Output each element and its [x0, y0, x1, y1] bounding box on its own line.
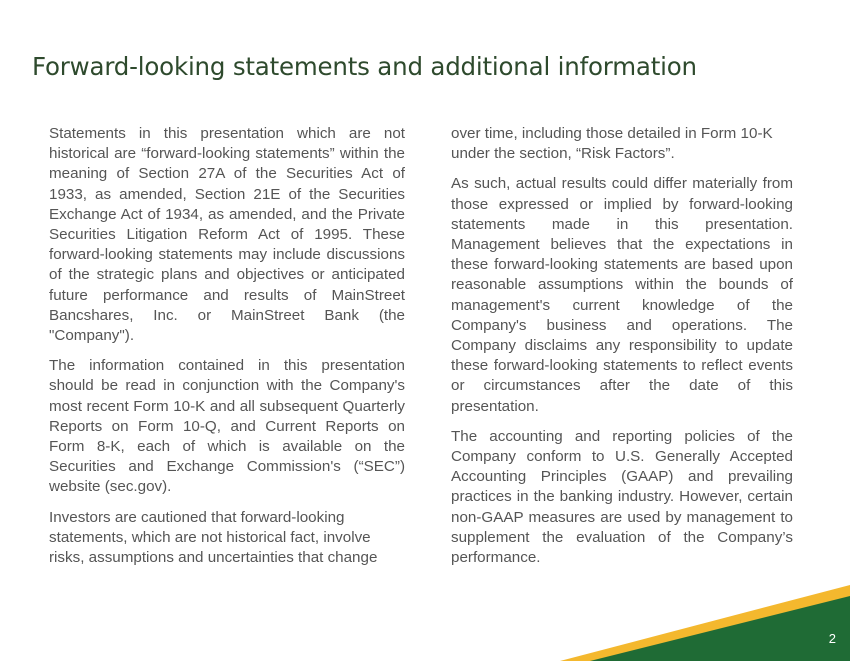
paragraph: The information contained in this presentation should be read in conjunction with the Company's most recent Form 10-K and all subsequent Quarterly Reports on Form 10-Q, and Current Reports on Form 8-K, each of which is available on the Securities and Exchange Commission's (“SEC”) website (sec.gov). — [49, 357, 405, 496]
page-number: 2 — [828, 631, 836, 646]
paragraph: As such, actual results could differ materially from those expressed or implied by forward-looking statements made in this presentation. Management believes that the expectations in these forward-looking statements are based upon reasonable assumptions within the bounds of management's current knowledge of the Company's business and operations. The Company disclaims any responsibility to update these forward-looking statements to reflect events or circumstances after the date of this presentation. — [451, 175, 793, 415]
paragraph: Investors are cautioned that forward-looking statements, which are not historical fact, involve risks, assumptions and uncertainties that change — [49, 508, 378, 567]
page-title: Forward-looking statements and additional information — [32, 52, 697, 81]
paragraph: The accounting and reporting policies of the Company conform to U.S. Generally Accepted Accounting Principles (GAAP) and prevailing practices in the banking industry. However, certain non-GAAP measures are used by management to supplement the evaluation of the Company’s performance. — [451, 427, 793, 567]
paragraph: over time, including those detailed in Form 10-K under the section, “Risk Factors”. — [451, 125, 773, 163]
green-corner-band — [590, 596, 850, 661]
paragraph: Statements in this presentation which are not historical are “forward-looking statements” within the meaning of Section 27A of the Securities Act of 1933, as amended, Section 21E of the Securities Exchange Act of 1934, as amended, and the Private Securities Litigation Reform Act of 1995. These forward-looking statements may include discussions of the strategic plans and objectives or anticipated future performance and results of MainStreet Bancshares, Inc. or MainStreet Bank (the "Company"). — [49, 125, 405, 345]
